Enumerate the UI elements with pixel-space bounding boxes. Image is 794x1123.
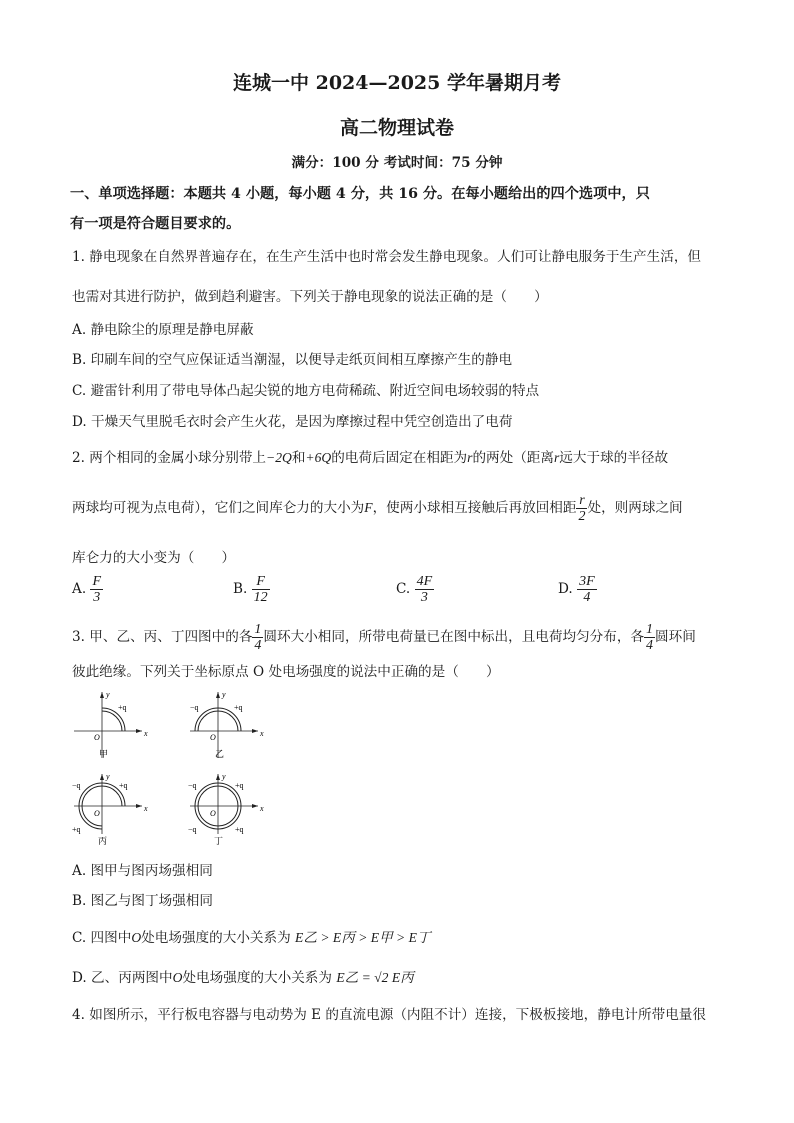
charge-neg2q: −2Q — [266, 450, 292, 465]
q4-stem-line1: 4. 如图所示，平行板电容器与电动势为 E 的直流电源（内阻不计）连接，下极板接地，静电计所带电量很 — [72, 1007, 706, 1023]
q1-option-a: A. 静电除尘的原理是静电屏蔽 — [72, 322, 254, 338]
section-heading-line1: 一、单项选择题：本题共 4 小题，每小题 4 分，共 16 分。在每小题给出的四个选项中，只 — [70, 186, 650, 202]
caption-yi: 乙 — [215, 749, 225, 759]
svg-text:x: x — [144, 729, 148, 738]
figure-bing — [70, 772, 150, 848]
q1-option-b: B. 印刷车间的空气应保证适当潮湿，以便导走纸页间相互摩擦产生的静电 — [72, 352, 513, 368]
caption-bing: 丙 — [98, 836, 108, 846]
fraction-r-over-2: $\frac{r}{2}$ — [578, 493, 586, 524]
q2-stem-line1: 2. 两个相同的金属小球分别带上−2Q和+6Q的电荷后固定在相距为r的两处（距离r远大于球的半径故 — [72, 450, 669, 466]
exam-title: 连城一中 2024—2025 学年暑期月考 — [233, 72, 561, 94]
q1-option-d: D. 干燥天气里脱毛衣时会产生火花，是因为摩擦过程中凭空创造出了电荷 — [72, 414, 513, 430]
charge-pos6q: +6Q — [305, 450, 332, 465]
q1-stem-line1: 1. 静电现象在自然界普遍存在，在生产生活中也时常会发生静电现象。人们可让静电服务于生产生活，但 — [72, 249, 702, 265]
svg-text:O: O — [210, 733, 216, 742]
q2-stem-line2: 两球均可视为点电荷），它们之间库仑力的大小为F，使两小球相互接触后再放回相距 $\frac{r}{2}$ 处，则两球之间 — [72, 493, 683, 524]
q3-option-d: D. 乙、丙两图中O处电场强度的大小关系为 E乙 = √2 E丙 — [72, 970, 414, 986]
q2-option-a: A. $\frac{F}{3}$ — [72, 574, 102, 605]
svg-text:+q: +q — [235, 781, 244, 790]
q3-option-c: C. 四图中O处电场强度的大小关系为 E乙 > E丙 > E甲 > E丁 — [72, 930, 431, 946]
svg-text:y: y — [222, 772, 226, 781]
caption-ding: 丁 — [214, 836, 224, 846]
fraction-one-quarter: $\frac{1}{4}$ — [254, 622, 262, 653]
svg-text:−q: −q — [72, 781, 81, 790]
svg-text:+q: +q — [234, 703, 243, 712]
svg-text:O: O — [94, 733, 100, 742]
figure-ding — [186, 772, 266, 848]
caption-jia: 甲 — [99, 749, 109, 759]
svg-text:O: O — [94, 809, 100, 818]
svg-text:+q: +q — [118, 703, 127, 712]
svg-text:−q: −q — [190, 703, 199, 712]
svg-text:x: x — [144, 804, 148, 813]
exam-subtitle: 高二物理试卷 — [339, 117, 454, 139]
svg-text:−q: −q — [188, 825, 197, 834]
svg-text:+q: +q — [119, 781, 128, 790]
q2-option-b: B. $\frac{F}{12}$ — [233, 574, 268, 605]
figure-yi — [186, 688, 266, 764]
figure-jia — [70, 688, 150, 764]
svg-text:+q: +q — [72, 825, 81, 834]
exam-info: 满分：100 分 考试时间：75 分钟 — [291, 155, 503, 171]
q3-option-a: A. 图甲与图丙场强相同 — [72, 863, 213, 879]
section-heading-line2: 有一项是符合题目要求的。 — [70, 216, 241, 232]
svg-text:+q: +q — [235, 825, 244, 834]
svg-text:x: x — [260, 729, 264, 738]
field-relation-c: E乙 > E丙 > E甲 > E丁 — [295, 930, 431, 945]
q2-option-d: D. $\frac{3F}{4}$ — [558, 574, 595, 605]
svg-text:y: y — [106, 690, 110, 699]
q3-stem-line2: 彼此绝缘。下列关于坐标原点 O 处电场强度的说法中正确的是（ ） — [72, 664, 500, 680]
q3-stem-line1: 3. 甲、乙、丙、丁四图中的各 $\frac{1}{4}$ 圆环大小相同，所带电荷量已在图中标出，且电荷均匀分布，各 $\frac{1}{4}$ 圆环间 — [72, 622, 696, 653]
svg-text:y: y — [222, 690, 226, 699]
svg-text:y: y — [106, 772, 110, 781]
svg-text:O: O — [210, 809, 216, 818]
svg-text:−q: −q — [188, 781, 197, 790]
field-relation-d: E乙 = √2 E丙 — [336, 970, 414, 985]
q2-option-c: C. $\frac{4F}{3}$ — [396, 574, 433, 605]
q3-option-b: B. 图乙与图丁场强相同 — [72, 893, 213, 909]
q2-stem-line3: 库仑力的大小变为（ ） — [72, 550, 236, 566]
svg-text:x: x — [260, 804, 264, 813]
q1-stem-line2: 也需对其进行防护，做到趋利避害。下列关于静电现象的说法正确的是（ ） — [72, 289, 548, 305]
q1-option-c: C. 避雷针利用了带电导体凸起尖锐的地方电荷稀疏、附近空间电场较弱的特点 — [72, 383, 540, 399]
